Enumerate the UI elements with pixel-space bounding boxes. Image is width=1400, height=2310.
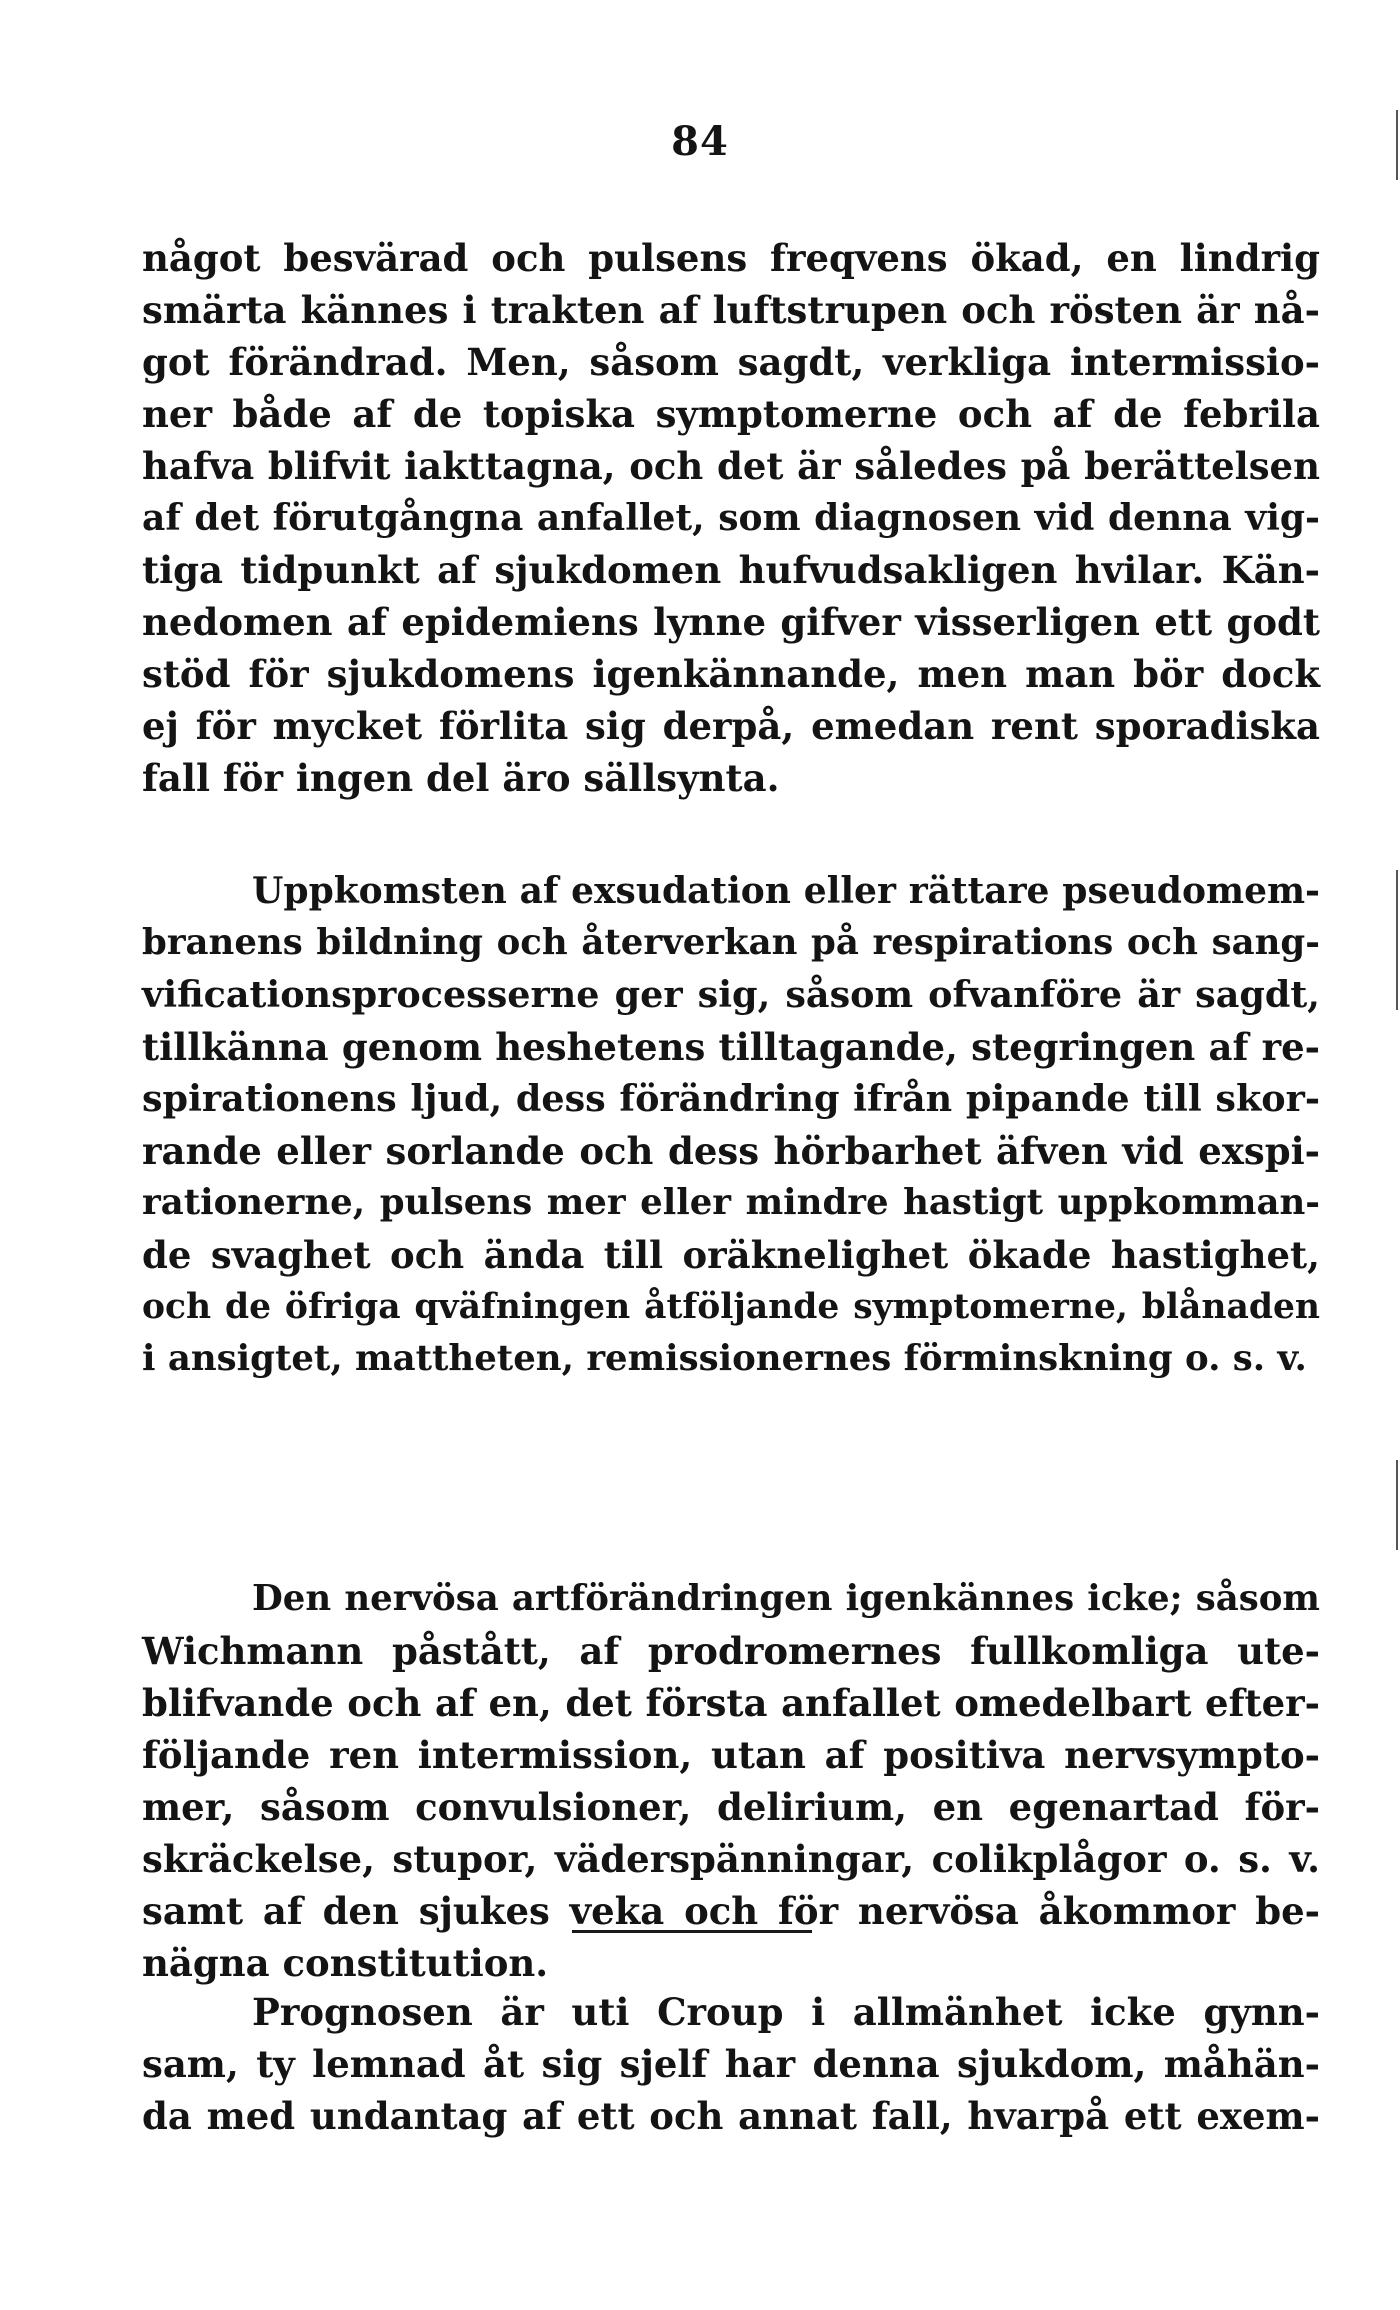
text-line: tillkänna genom heshetens tilltagande, stegringen af re- [142, 1025, 1320, 1069]
page-edge-mark [1396, 870, 1398, 1010]
section-divider [572, 1930, 812, 1933]
text-line: ej för mycket förlita sig derpå, emedan rent sporadiska [142, 704, 1320, 748]
text-line: Den nervösa artförändringen igenkännes icke; såsom [252, 1578, 1320, 1619]
text-line: följande ren intermission, utan af positiva nervsympto- [142, 1733, 1320, 1777]
text-line: rande eller sorlande och dess hörbarhet äfven vid exspi- [142, 1129, 1320, 1173]
text-line: skräckelse, stupor, väderspänningar, colikplågor o. s. v. [142, 1837, 1320, 1881]
text-line: sam, ty lemnad åt sig sjelf har denna sjukdom, måhän- [142, 2042, 1320, 2086]
text-line: rationerne, pulsens mer eller mindre hastigt uppkomman- [142, 1182, 1320, 1223]
text-line: samt af den sjukes veka och för nervösa åkommor be- [142, 1889, 1320, 1933]
page-edge-mark [1396, 110, 1398, 180]
text-line: och de öfriga qväfningen åtföljande symptomerne, blånaden [142, 1287, 1320, 1327]
paragraph-nervous-form [142, 1573, 1320, 1989]
text-line: smärta kännes i trakten af luftstrupen och rösten är nå- [142, 288, 1320, 332]
paragraph-continuation [142, 232, 1320, 804]
paragraph-exsudation [142, 865, 1320, 1385]
text-line: hafva blifvit iakttagna, och det är således på berättelsen [142, 444, 1320, 488]
page-edge-mark [1396, 1460, 1398, 1550]
text-line: vificationsprocesserne ger sig, såsom ofvanföre är sagdt, [142, 973, 1320, 1016]
text-line: stöd för sjukdomens igenkännande, men man bör dock [142, 652, 1320, 696]
text-line: Uppkomsten af exsudation eller rättare pseudomem- [252, 870, 1320, 912]
text-line: got förändrad. Men, såsom sagdt, verkliga intermissio- [142, 340, 1320, 384]
text-line: Wichmann påstått, af prodromernes fullkomliga ute- [142, 1629, 1320, 1673]
text-line: branens bildning och återverkan på respirations och sang- [142, 922, 1320, 963]
text-line: nägna constitution. [142, 1941, 549, 1985]
text-line: af det förutgångna anfallet, som diagnosen vid denna vig- [142, 497, 1320, 539]
text-line: da med undantag af ett och annat fall, hvarpå ett exem- [142, 2094, 1320, 2138]
text-line: i ansigtet, mattheten, remissionernes förminskning o. s. v. [142, 1338, 1307, 1379]
text-line: något besvärad och pulsens freqvens ökad, en lindrig [142, 236, 1320, 280]
text-line: tiga tidpunkt af sjukdomen hufvudsakligen hvilar. Kän- [142, 548, 1320, 592]
text-line: mer, såsom convulsioner, delirium, en egenartad för- [142, 1785, 1320, 1829]
text-line: blifvande och af en, det första anfallet omedelbart efter- [142, 1681, 1320, 1725]
text-line: Prognosen är uti Croup i allmänhet icke gynn- [252, 1990, 1320, 2034]
text-line: de svaghet och ända till oräknelighet ökade hastighet, [142, 1233, 1320, 1277]
text-line: spirationens ljud, dess förändring ifrån pipande till skor- [142, 1077, 1320, 1120]
text-line: nedomen af epidemiens lynne gifver visserligen ett godt [142, 600, 1320, 644]
page-number: 84 [671, 118, 729, 165]
text-line: ner både af de topiska symptomerne och af de febrila [142, 392, 1320, 436]
text-line: fall för ingen del äro sällsynta. [142, 756, 780, 800]
paragraph-prognosis [142, 1986, 1320, 2142]
